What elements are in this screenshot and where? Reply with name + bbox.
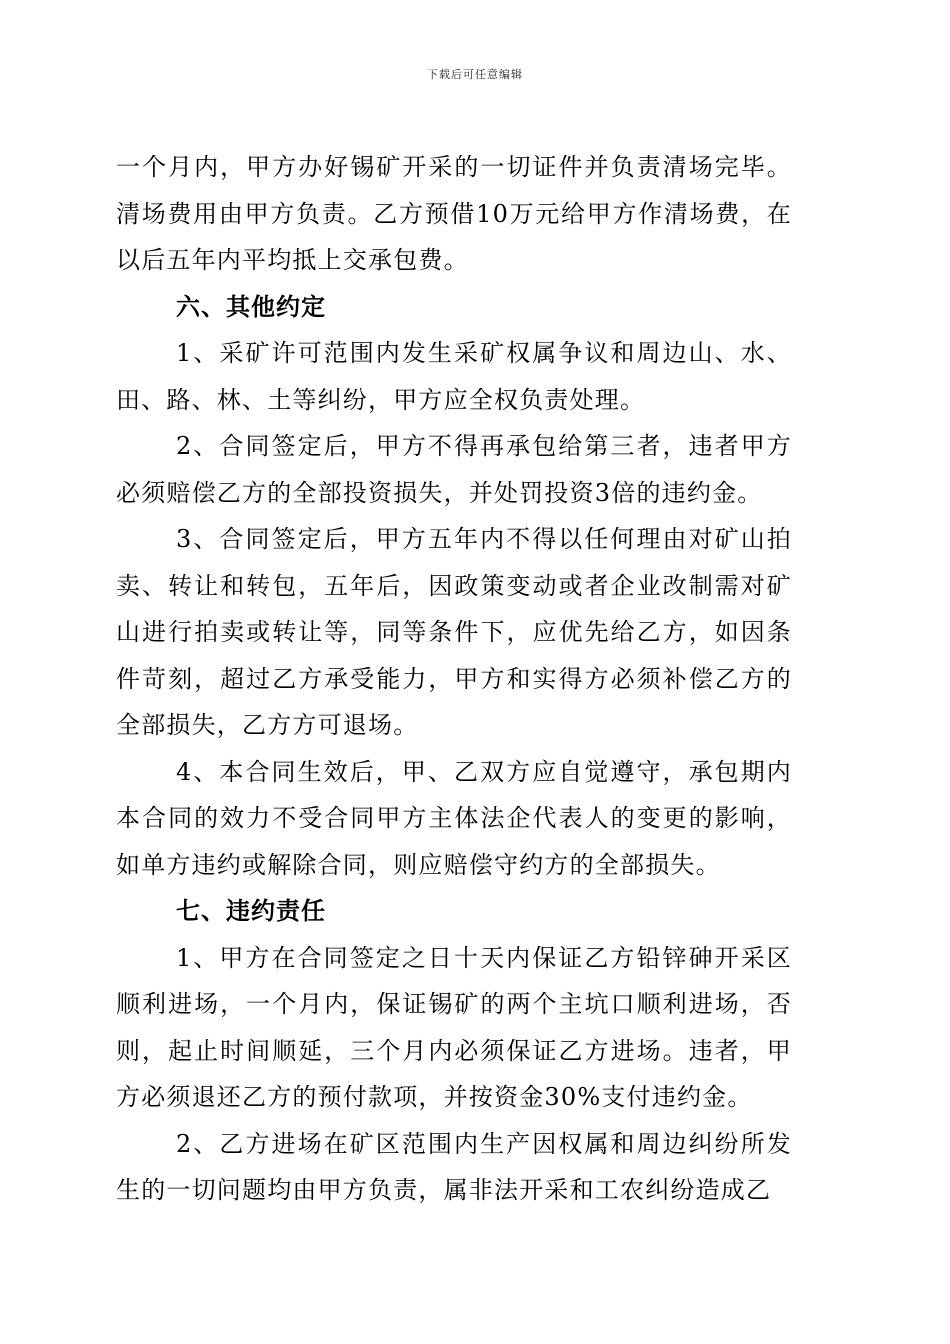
clause-6-3: 3、合同签定后，甲方五年内不得以任何理由对矿山拍卖、转让和转包，五年后，因政策变动或者企业改制需对矿山进行拍卖或转让等，同等条件下，应优先给乙方，如因条件苛刻，超过乙方承受能力，甲方和实得方必须补偿乙方的全部损失，乙方方可退场。: [116, 525, 792, 739]
paragraph-continued: 一个月内，甲方办好锡矿开采的一切证件并负责清场完毕。清场费用由甲方负责。乙方预借10万元给甲方作清场费，在以后五年内平均抵上交承包费。: [116, 153, 792, 274]
clause-7-1: 1、甲方在合同签定之日十天内保证乙方铅锌砷开采区顺利进场，一个月内，保证锡矿的两个主坑口顺利进场，否则，起止时间顺延，三个月内必须保证乙方进场。违者，甲方必须退还乙方的预付款项，并按资金30%支付违约金。: [116, 943, 792, 1111]
clause-6-2: 2、合同签定后，甲方不得再承包给第三者，违者甲方必须赔偿乙方的全部投资损失，并处罚投资3倍的违约金。: [116, 432, 792, 507]
document-body: [116, 144, 792, 1214]
clause-6-1: 1、采矿许可范围内发生采矿权属争议和周边山、水、田、路、林、土等纠纷，甲方应全权负责处理。: [116, 339, 792, 414]
clause-7-2: 2、乙方进场在矿区范围内生产因权属和周边纠纷所发生的一切问题均由甲方负责，属非法开采和工农纠纷造成乙: [116, 1129, 792, 1204]
header-note: 下载后可任意编辑: [427, 68, 523, 81]
section-heading-other-agreements: 六、其他约定: [176, 292, 326, 321]
clause-6-4: 4、本合同生效后，甲、乙双方应自觉遵守，承包期内本合同的效力不受合同甲方主体法企代表人的变更的影响，如单方违约或解除合同，则应赔偿守约方的全部损失。: [116, 757, 792, 879]
section-heading-liability: 七、违约责任: [176, 897, 326, 925]
